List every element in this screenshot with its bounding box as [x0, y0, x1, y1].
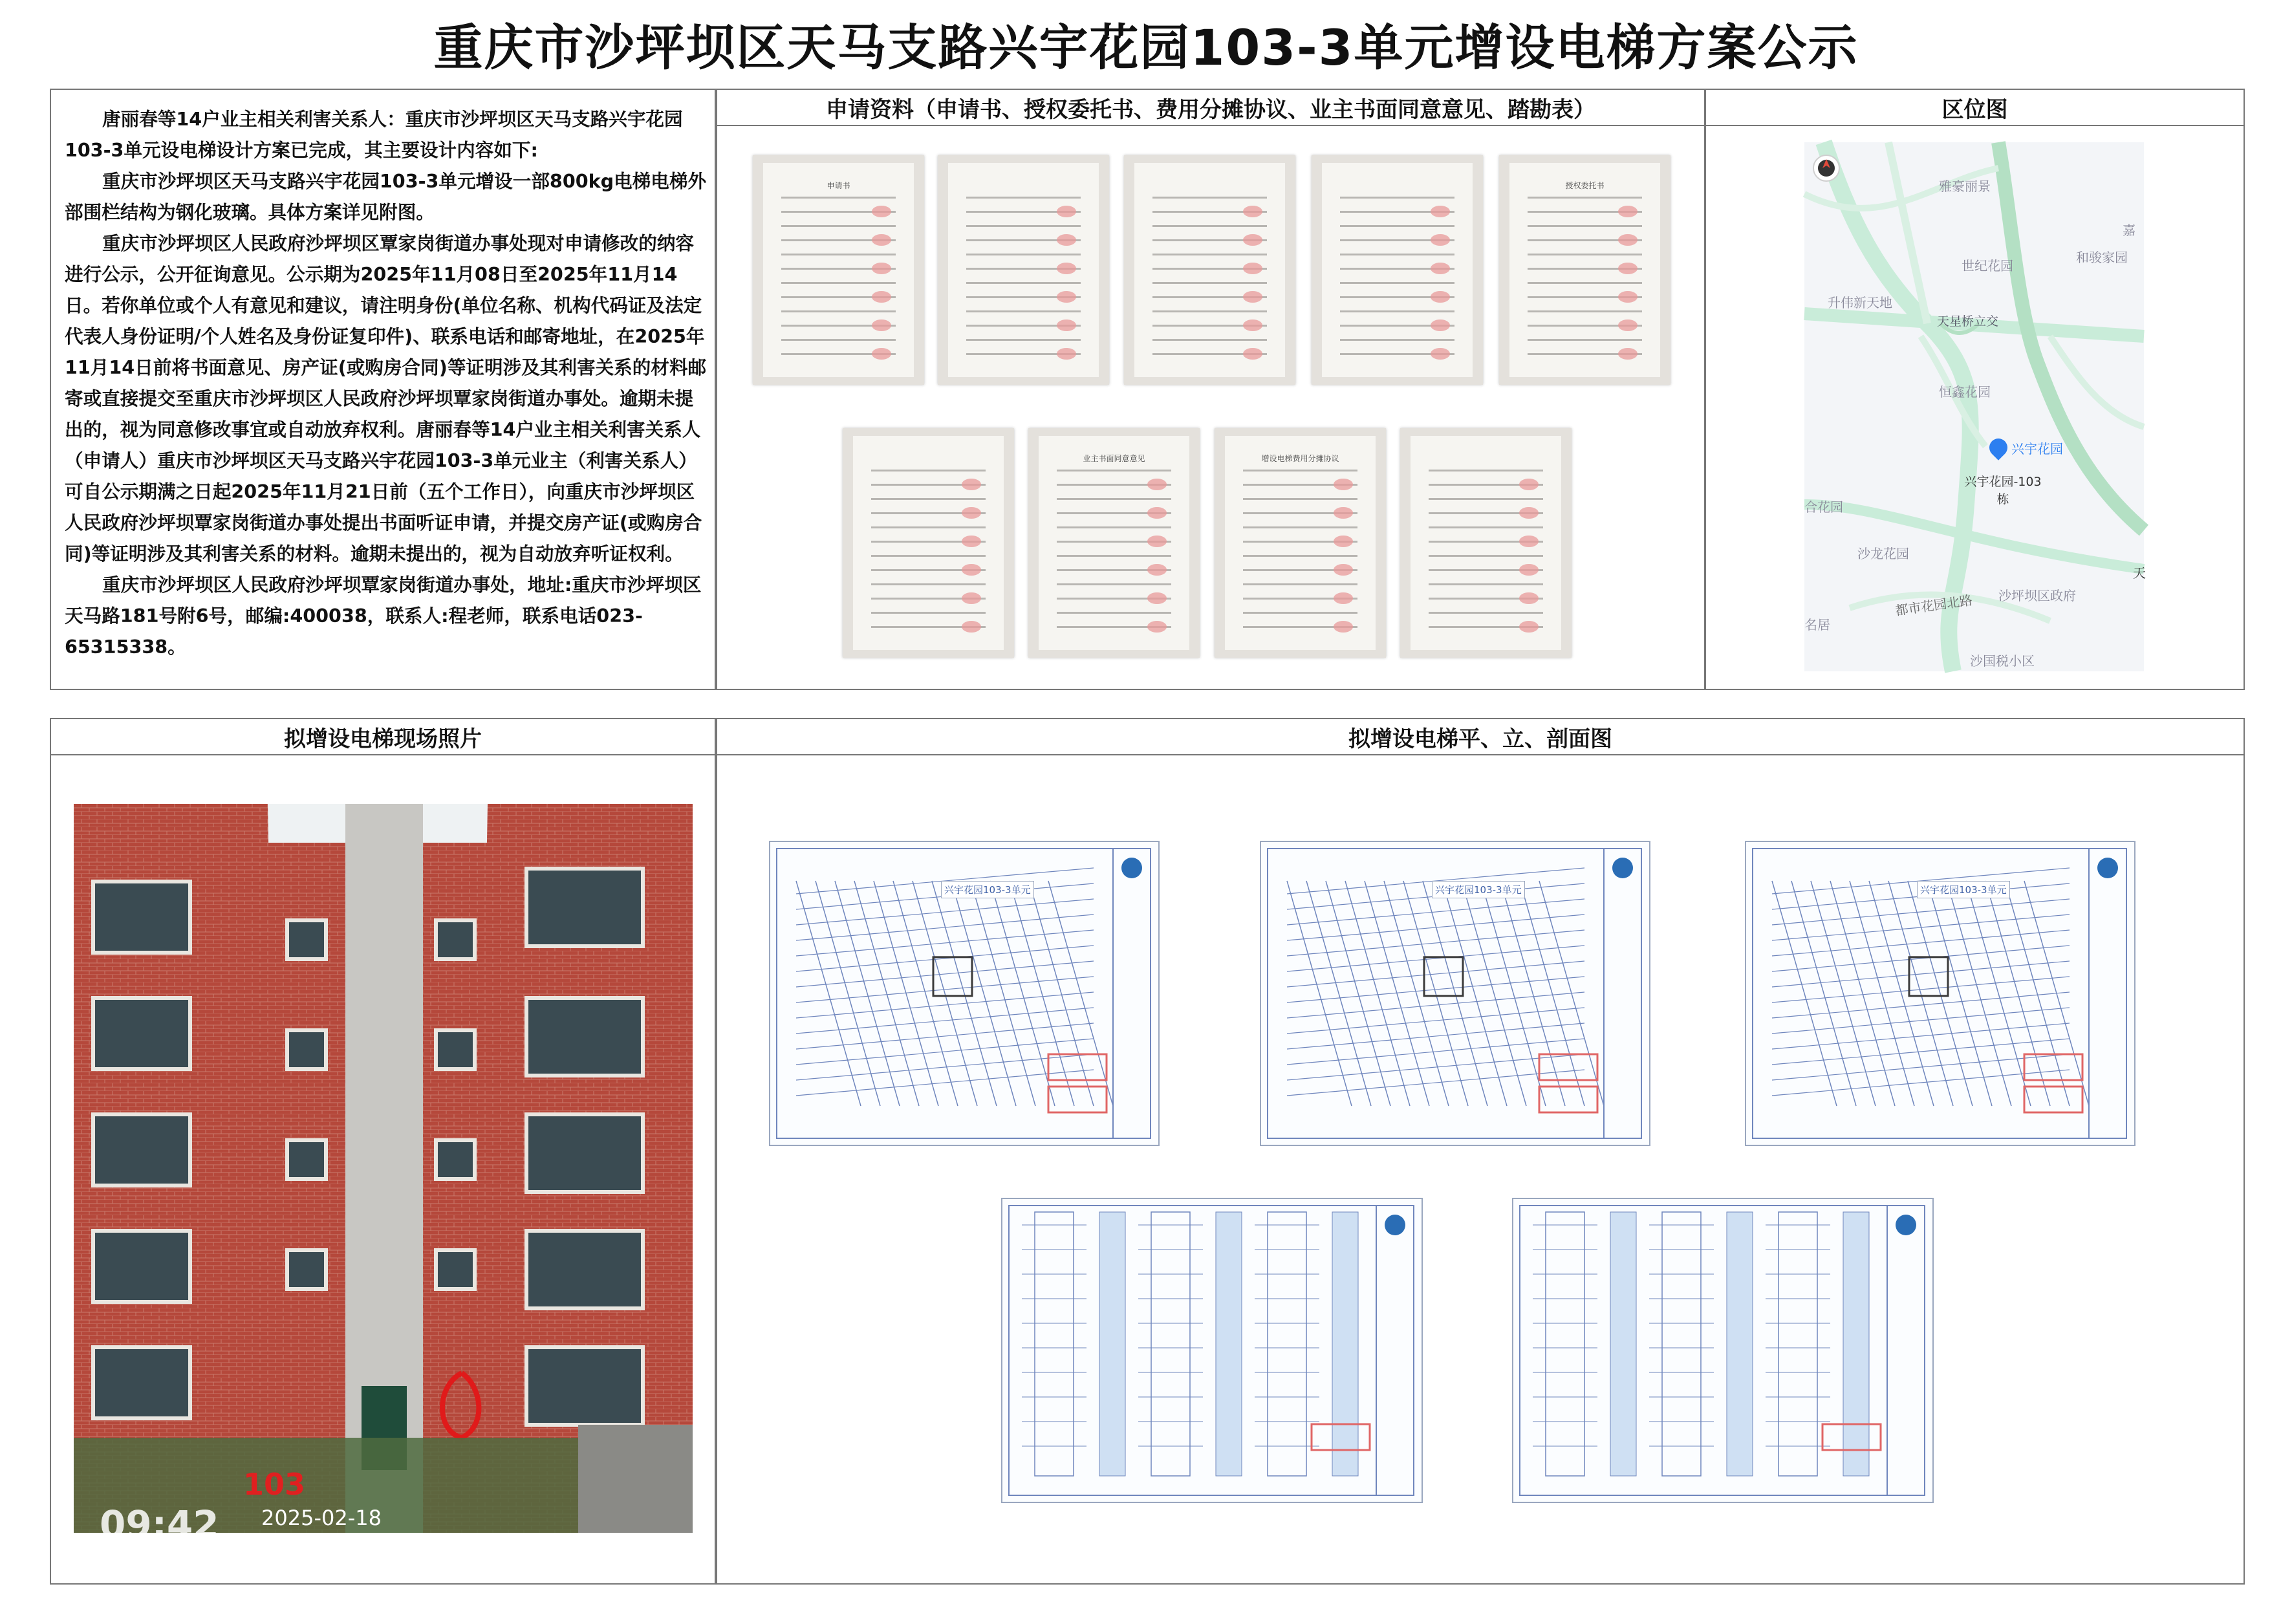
red-seal-stamp — [1243, 291, 1262, 303]
application-document-thumbnail[interactable] — [1400, 428, 1572, 658]
document-text-line — [1152, 254, 1267, 255]
map-label: 嘉 — [2123, 222, 2135, 238]
document-text-line — [1152, 197, 1267, 199]
red-seal-stamp — [962, 536, 981, 547]
red-seal-stamp — [1431, 319, 1450, 331]
red-seal-stamp — [1243, 348, 1262, 360]
application-document-thumbnail[interactable] — [1028, 428, 1200, 658]
application-document-thumbnail[interactable] — [753, 155, 924, 385]
document-text-line — [966, 282, 1081, 284]
red-seal-stamp — [1334, 592, 1353, 604]
map-label: 雅豪丽景 — [1939, 179, 1991, 194]
map-label: 天 — [2133, 565, 2146, 581]
red-seal-stamp — [962, 592, 981, 604]
document-sheet — [1039, 436, 1189, 650]
document-title: 授权委托书 — [1565, 181, 1605, 190]
document-text-line — [1429, 498, 1543, 500]
document-text-line — [1528, 254, 1642, 255]
document-text-line — [966, 339, 1081, 341]
map-label: 名居 — [1804, 617, 1830, 633]
document-text-line — [781, 339, 896, 341]
document-text-line — [1243, 612, 1357, 614]
red-seal-stamp — [1057, 291, 1076, 303]
map-label: 沙国税小区 — [1970, 653, 2035, 669]
red-seal-stamp — [1431, 348, 1450, 360]
document-text-line — [1528, 225, 1642, 227]
map-svg — [1804, 142, 2144, 671]
document-text-line — [1152, 339, 1267, 341]
red-seal-stamp — [1334, 479, 1353, 490]
application-document-thumbnail[interactable] — [938, 155, 1109, 385]
red-seal-stamp — [1519, 592, 1539, 604]
document-text-line — [781, 310, 896, 312]
red-seal-stamp — [1519, 564, 1539, 576]
elevator-drawing-sheet[interactable] — [769, 841, 1160, 1146]
red-seal-stamp — [1147, 621, 1167, 633]
document-text-line — [1243, 498, 1357, 500]
document-text-line — [1152, 310, 1267, 312]
drawing-lines — [1513, 1199, 1932, 1502]
document-sheet — [1225, 436, 1376, 650]
application-document-thumbnail[interactable] — [843, 428, 1014, 658]
drawing-title: 兴宇花园103-3单元 — [1917, 881, 2010, 898]
document-text-line — [781, 282, 896, 284]
document-text-line — [1243, 555, 1357, 557]
document-text-line — [966, 197, 1081, 199]
document-sheet — [948, 163, 1099, 377]
document-text-line — [1429, 470, 1543, 471]
document-text-line — [781, 197, 896, 199]
location-header: 区位图 — [1706, 90, 2243, 126]
red-seal-stamp — [1057, 263, 1076, 274]
document-text-line — [871, 470, 986, 471]
notice-paragraph: 重庆市沙坪坝区天马支路兴宇花园103-3单元增设一部800kg电梯电梯外部围栏结构为钢化玻璃。具体方案详见附图。 — [65, 170, 707, 223]
document-title: 申请书 — [827, 181, 850, 190]
document-sheet — [1322, 163, 1473, 377]
document-text-line — [1429, 583, 1543, 585]
red-seal-stamp — [1147, 592, 1167, 604]
document-text-line — [871, 526, 986, 528]
red-seal-stamp — [1431, 206, 1450, 217]
application-document-thumbnail[interactable] — [1215, 428, 1386, 658]
application-document-thumbnail[interactable] — [1312, 155, 1483, 385]
map-label: 沙龙花园 — [1857, 546, 1909, 561]
red-seal-stamp — [1519, 621, 1539, 633]
document-text-line — [1152, 225, 1267, 227]
red-seal-stamp — [1334, 507, 1353, 519]
document-text-line — [871, 612, 986, 614]
document-text-line — [871, 583, 986, 585]
red-seal-stamp — [1147, 536, 1167, 547]
photo-building-number: 103 — [243, 1467, 306, 1502]
document-sheet — [853, 436, 1004, 650]
red-seal-stamp — [1618, 348, 1638, 360]
document-text-line — [1243, 470, 1357, 471]
red-seal-stamp — [1147, 479, 1167, 490]
document-text-line — [781, 254, 896, 255]
document-text-line — [1057, 555, 1171, 557]
document-text-line — [1340, 197, 1454, 199]
document-text-line — [1057, 526, 1171, 528]
document-text-line — [1429, 612, 1543, 614]
document-sheet — [1134, 163, 1285, 377]
site-photo — [74, 804, 693, 1546]
document-text-line — [966, 225, 1081, 227]
document-title: 增设电梯费用分摊协议 — [1261, 454, 1339, 463]
application-document-thumbnail[interactable] — [1124, 155, 1295, 385]
drawings-header: 拟增设电梯平、立、剖面图 — [717, 719, 2243, 755]
red-seal-stamp — [1243, 319, 1262, 331]
application-header: 申请资料（申请书、授权委托书、费用分摊协议、业主书面同意意见、踏勘表） — [717, 90, 1704, 126]
map-label: 恒鑫花园 — [1939, 384, 1991, 400]
document-text-line — [871, 555, 986, 557]
red-seal-stamp — [1334, 621, 1353, 633]
site-photo-header: 拟增设电梯现场照片 — [51, 719, 715, 755]
document-text-line — [1152, 282, 1267, 284]
red-seal-stamp — [1431, 234, 1450, 246]
red-seal-stamp — [1519, 507, 1539, 519]
red-seal-stamp — [872, 234, 891, 246]
document-text-line — [1340, 254, 1454, 255]
document-title: 业主书面同意意见 — [1083, 454, 1145, 463]
map-label-target: 兴宇花园 — [2011, 441, 2063, 457]
document-text-line — [1528, 339, 1642, 341]
red-seal-stamp — [1057, 234, 1076, 246]
notice-paragraph: 重庆市沙坪坝区人民政府沙坪坝覃家岗街道办事处，地址:重庆市沙坪坝区天马路181号附6号，邮编:400038，联系人:程老师，联系电话023-65315338。 — [65, 574, 702, 658]
red-seal-stamp — [872, 291, 891, 303]
red-seal-stamp — [872, 348, 891, 360]
document-text-line — [966, 310, 1081, 312]
notice-paragraph: 唐丽春等14户业主相关利害关系人：重庆市沙坪坝区天马支路兴宇花园103-3单元设电梯设计方案已完成，其主要设计内容如下: — [65, 108, 683, 161]
document-text-line — [1528, 310, 1642, 312]
document-sheet — [1411, 436, 1561, 650]
notice-paragraph: 重庆市沙坪坝区人民政府沙坪坝区覃家岗街道办事处现对申请修改的纳容进行公示，公开征询意见。公示期为2025年11月08日至2025年11月14日。若你单位或个人有意见和建议，请注明身份(单位名称、机构代码证及法定代表人身份证明/个人姓名及身份证复印件)、联系电话和邮寄地址，在2025年11月14日前将书面意见、房产证(或购房合同)等证明涉及其利害关系的材料邮寄或直接提交至重庆市沙坪坝区人民政府沙坪坝覃家岗街道办事处。逾期未提出的，视为同意修改事宜或自动放弃权利。唐丽春等14户业主相关利害关系人（申请人）重庆市沙坪坝区天马支路兴宇花园103-3单元业主（利害关系人）可自公示期满之日起2025年11月21日前（五个工作日），向重庆市沙坪坝区人民政府沙坪坝覃家岗街道办事处提出书面听证申请，并提交房产证(或购房合同)等证明涉及其利害关系的材料。逾期未提出的，视为自动放弃听证权利。 — [65, 232, 707, 565]
elevator-drawing-sheet[interactable] — [1745, 841, 2135, 1146]
document-text-line — [781, 225, 896, 227]
red-seal-stamp — [1431, 263, 1450, 274]
document-text-line — [1340, 225, 1454, 227]
red-seal-stamp — [962, 479, 981, 490]
map-label-target: 兴宇花园-103栋 — [1964, 475, 2042, 506]
red-seal-stamp — [962, 564, 981, 576]
document-text-line — [1057, 498, 1171, 500]
page-title: 重庆市沙坪坝区天马支路兴宇花园103-3单元增设电梯方案公示 — [433, 19, 1859, 76]
map-label: 和骏家园 — [2076, 250, 2128, 265]
document-text-line — [1429, 526, 1543, 528]
document-text-line — [1340, 339, 1454, 341]
elevator-drawing-sheet[interactable] — [1260, 841, 1650, 1146]
drawing-lines — [1002, 1199, 1422, 1502]
document-text-line — [1340, 310, 1454, 312]
application-document-thumbnail[interactable] — [1499, 155, 1670, 385]
building-photo-svg — [74, 804, 693, 1533]
document-sheet — [763, 163, 914, 377]
red-seal-stamp — [872, 319, 891, 331]
document-text-line — [1528, 282, 1642, 284]
red-seal-stamp — [1618, 206, 1638, 217]
red-seal-stamp — [1057, 348, 1076, 360]
document-text-line — [1243, 583, 1357, 585]
red-seal-stamp — [962, 621, 981, 633]
red-seal-stamp — [1334, 536, 1353, 547]
map-label: 合花园 — [1804, 499, 1843, 515]
red-seal-stamp — [872, 263, 891, 274]
document-text-line — [1057, 583, 1171, 585]
document-text-line — [1057, 612, 1171, 614]
document-text-line — [1340, 282, 1454, 284]
red-seal-stamp — [1618, 291, 1638, 303]
document-text-line — [1243, 526, 1357, 528]
elevator-drawing-sheet[interactable] — [1001, 1198, 1423, 1503]
map-label: 世纪花园 — [1962, 258, 2013, 274]
document-text-line — [966, 254, 1081, 255]
photo-timestamp: 2025-02-18 — [261, 1506, 382, 1530]
elevator-drawing-sheet[interactable] — [1512, 1198, 1934, 1503]
red-seal-stamp — [1431, 291, 1450, 303]
map-label: 升伟新天地 — [1828, 295, 1892, 310]
red-seal-stamp — [1519, 536, 1539, 547]
document-sheet — [1509, 163, 1660, 377]
document-text-line — [1429, 555, 1543, 557]
notice-text — [65, 103, 711, 662]
document-text-line — [1057, 470, 1171, 471]
document-text-line — [871, 498, 986, 500]
red-seal-stamp — [1243, 263, 1262, 274]
document-text-line — [1528, 197, 1642, 199]
red-seal-stamp — [1243, 234, 1262, 246]
red-seal-stamp — [1057, 319, 1076, 331]
red-seal-stamp — [1618, 263, 1638, 274]
drawing-title: 兴宇花园103-3单元 — [1432, 881, 1525, 898]
drawing-title: 兴宇花园103-3单元 — [941, 881, 1034, 898]
red-seal-stamp — [1618, 319, 1638, 331]
red-seal-stamp — [962, 507, 981, 519]
map-label: 天星桥立交 — [1937, 314, 1999, 329]
photo-clock: 09:42 — [100, 1502, 219, 1546]
red-seal-stamp — [1057, 206, 1076, 217]
map-label: 都市花园北路 — [1894, 592, 1974, 619]
red-seal-stamp — [1147, 564, 1167, 576]
location-map[interactable] — [1804, 142, 2144, 671]
red-seal-stamp — [1519, 479, 1539, 490]
red-seal-stamp — [1334, 564, 1353, 576]
red-seal-stamp — [872, 206, 891, 217]
red-seal-stamp — [1243, 206, 1262, 217]
red-seal-stamp — [1618, 234, 1638, 246]
red-seal-stamp — [1147, 507, 1167, 519]
map-label: 沙坪坝区政府 — [1998, 588, 2076, 603]
